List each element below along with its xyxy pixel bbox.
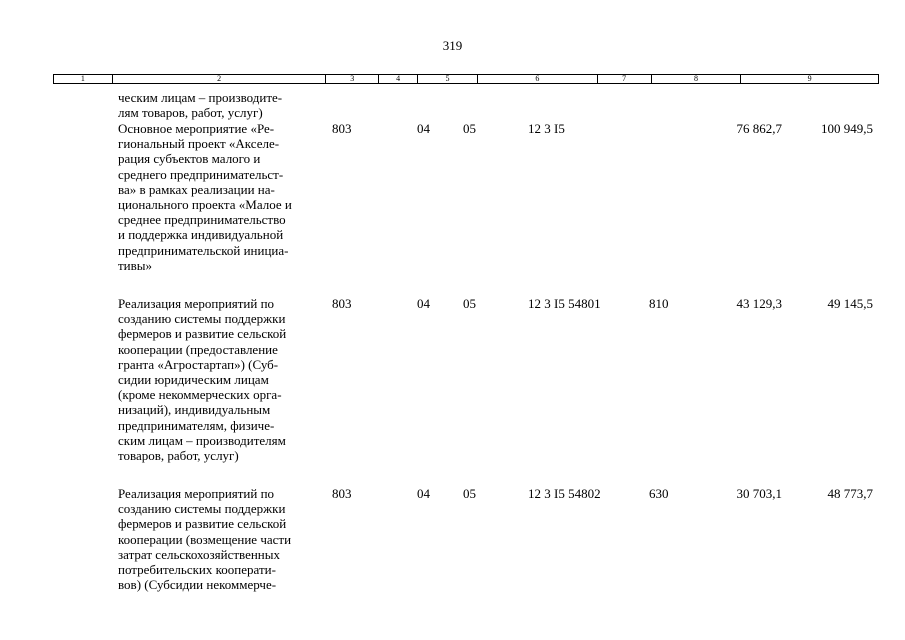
row-ministry-code: 803 (332, 486, 352, 501)
row-subsection-code: 05 (463, 486, 476, 501)
row-ministry-code: 803 (332, 296, 352, 311)
row-description-line: фермеров и развитие сельской (118, 516, 287, 532)
column-number-2: 2 (113, 75, 326, 83)
column-number-1: 1 (54, 75, 113, 83)
row-description-line: Реализация мероприятий по (118, 296, 275, 311)
row-description-line: вов) (Субсидии некоммерче- (118, 577, 277, 593)
row-description-line: рация субъектов малого и (118, 151, 261, 167)
row-description-line: ским лицам – производителям (118, 432, 286, 448)
page-number: 319 (442, 38, 463, 53)
row-subsection-code: 05 (463, 121, 476, 136)
row-target-article: 12 3 I5 54802 (528, 486, 601, 501)
row-section-code: 04 (417, 486, 430, 501)
row-amount-col9: 49 145,5 (827, 296, 873, 311)
row-section-code: 04 (417, 121, 430, 136)
row-description-line: созданию системы поддержки (118, 311, 286, 327)
row-description-line: среднее предпринимательство (118, 212, 286, 228)
row-description-line: созданию системы поддержки (118, 501, 286, 517)
row-description-line: Реализация мероприятий по (118, 486, 275, 501)
row-ministry-code: 803 (332, 121, 352, 136)
column-number-9: 9 (807, 74, 812, 83)
row-description-line: тивы» (118, 257, 153, 273)
row-section-code: 04 (417, 296, 430, 311)
column-number-7: 7 (598, 75, 652, 83)
row-description-line: затрат сельскохозяйственных (118, 546, 280, 562)
row-description-line: предпринимателям, физиче- (118, 417, 275, 433)
row-description-line: низаций), индивидуальным (118, 402, 271, 418)
row-description-line: гранта «Агростартап») (Суб- (118, 356, 279, 372)
row-description-line: (кроме некоммерческих орга- (118, 387, 282, 403)
row-amount-col8: 76 862,7 (736, 121, 782, 136)
row-amount-col9: 48 773,7 (827, 486, 873, 501)
row-description-line: и поддержка индивидуальной (118, 227, 284, 243)
column-number-5: 5 (418, 75, 478, 83)
row-target-article: 12 3 I5 54801 (528, 296, 601, 311)
row-amount-col9: 100 949,5 (821, 121, 873, 136)
row-description-line: потребительских кооперати- (118, 562, 276, 577)
row-amount-col8: 43 129,3 (736, 296, 782, 311)
row-description-line: товаров, работ, услуг) (118, 448, 239, 463)
row-expense-type: 630 (649, 486, 669, 501)
row-target-article: 12 3 I5 (528, 121, 565, 136)
continuation-line: лям товаров, работ, услуг) (118, 105, 263, 121)
row-description-line: ционального проекта «Малое и (118, 197, 292, 212)
row-description-line: ва» в рамках реализации на- (118, 181, 275, 197)
row-description-line: кооперации (предоставление (118, 341, 278, 357)
column-number-3: 3 (326, 75, 379, 83)
row-subsection-code: 05 (463, 296, 476, 311)
row-description-line: кооперации (возмещение части (118, 531, 292, 547)
continuation-line: ческим лицам – производите- (118, 90, 283, 105)
row-description-line: среднего предпринимательст- (118, 166, 284, 182)
column-number-4: 4 (379, 75, 418, 83)
row-expense-type: 810 (649, 296, 669, 311)
column-number-6: 6 (478, 75, 598, 83)
table-header-row (53, 74, 879, 84)
row-amount-col8: 30 703,1 (736, 486, 782, 501)
row-description-line: гиональный проект «Акселе- (118, 136, 280, 152)
row-description-line: фермеров и развитие сельской (118, 326, 287, 342)
row-description-line: предпринимательской инициа- (118, 242, 289, 258)
column-number-8: 8 (652, 75, 742, 83)
row-description-line: сидии юридическим лицам (118, 372, 269, 387)
row-description-line: Основное мероприятие «Ре- (118, 121, 275, 136)
